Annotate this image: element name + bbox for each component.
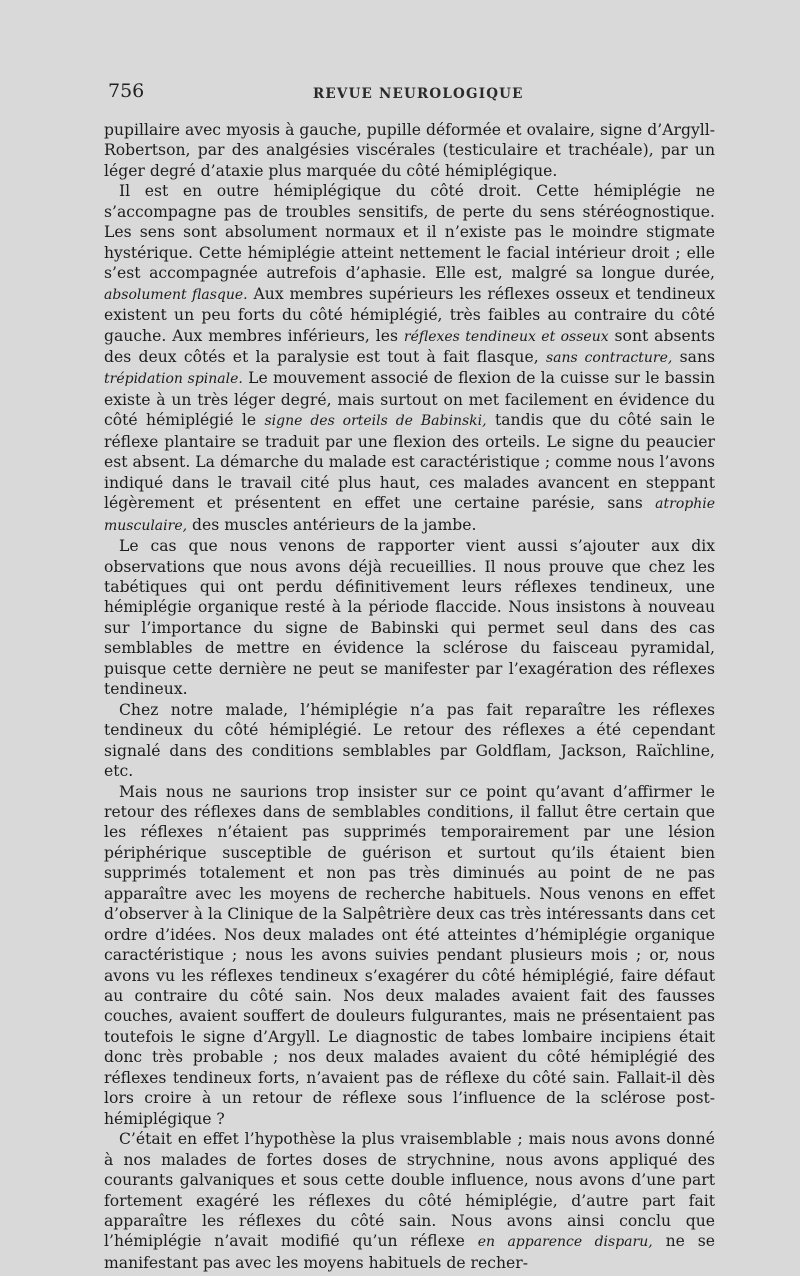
text-run: Chez notre malade, l’hémiplégie n’a pas fait reparaître les réflexes tendineux du côté hémiplégié. Le retour des réflexes a été cependant signalé dans des conditions semblables par Goldflam, Jackson, Raïchline, etc.: [104, 700, 715, 781]
paragraph: [104, 700, 715, 782]
text-run: pupillaire avec myosis à gauche, pupille déformée et ovalaire, signe d’Argyll-Robertson, par des analgésies viscérales (testiculaire et trachéale), par un léger degré d’ataxie plus marquée du côté hémiplégique.: [104, 121, 715, 180]
page-number: 756: [108, 80, 145, 102]
body-text: [104, 120, 715, 1273]
italic-phrase: réflexes tendineux et osseux: [403, 328, 609, 345]
paragraph: [104, 120, 715, 181]
text-run: des muscles antérieurs de la jambe.: [187, 515, 477, 534]
text-run: Le mouvement associé de flexion de la cuisse sur le bassin existe à un très léger degré, mais surtout on met facilement en évidence du côté hémiplégié le: [104, 369, 715, 430]
paragraph: [104, 1129, 715, 1273]
italic-phrase: trépidation spinale.: [104, 371, 243, 388]
italic-phrase: signe des orteils de Babinski,: [264, 413, 487, 430]
italic-phrase: en apparence disparu,: [477, 1234, 653, 1251]
text-run: Aux membres supérieurs les réflexes osseux et tendineux existent un peu forts du côté hémiplégié, très faibles au contraire du côté gauche. Aux membres inférieurs, les: [104, 284, 715, 345]
page-header: [108, 80, 720, 110]
text-run: Le cas que nous venons de rapporter vient aussi s’ajouter aux dix observations que nous avons déjà recueillies. Il nous prouve que chez les tabétiques qui ont perdu définitivement leurs réflexes tendineux, une hémiplégie organique resté à la période flaccide. Nous insistons à nouveau sur l’importance du signe de Babinski qui permet seul dans des cas semblables de mettre en évidence la sclérose du faisceau pyramidal, puisque cette dernière ne peut se manifester par l’exagération des réflexes tendineux.: [104, 537, 715, 699]
text-run: Mais nous ne saurions trop insister sur ce point qu’avant d’affirmer le retour des réflexes dans de semblables conditions, il fallut être certain que les réflexes n’étaient pas supprimés temporairement par une lésion périphérique susceptible de guérison et surtout qu’ils étaient bien supprimés totalement et non pas très diminués au point de ne pas apparaître avec les moyens de recherche habituels. Nous venons en effet d’observer à la Clinique de la Salpêtrière deux cas très intéressants dans cet ordre d’idées. Nos deux malades ont été atteintes d’hémiplégie organique caractéristique ; nous les avons suivies pendant plusieurs mois ; or, nous avons vu les réflexes tendineux s’exagérer du côté hémiplégié, faire défaut au contraire du côté sain. Nos deux malades avaient fait des fausses couches, avaient souffert de douleurs fulgurantes, mais ne présentaient pas toutefois le signe d’Argyll. Le diagnostic de tabes lombaire incipiens était donc très probable ; nos deux malades avaient du côté hémiplégié des réflexes tendineux forts, n’avaient pas de réflexe du côté sain. Fallait-il dès lors croire à un retour de réflexe sous l’influence de la sclérose post-hémiplégique ?: [104, 782, 715, 1128]
italic-phrase: absolument flasque.: [104, 286, 248, 303]
text-run: sont absents des deux côtés et la paralysie est tout à fait flasque,: [104, 326, 716, 366]
italic-phrase: sans contracture,: [545, 349, 673, 366]
paragraph: [104, 181, 715, 536]
running-head: REVUE NEUROLOGIQUE: [313, 86, 524, 102]
text-run: tandis que du côté sain le réflexe plantaire se traduit par une flexion des orteils. Le signe du peaucier est absent. La démarche du malade est caractéristique ; comme nous l’avons indiqué dans le travail cité plus haut, ces malades avancent en steppant légèrement et présentent en effet une certaine parésie, sans: [104, 411, 716, 513]
text-run: C’était en effet l’hypothèse la plus vraisemblable ; mais nous avons donné à nos malades de fortes doses de strychnine, nous avons appliqué des courants galvaniques et sous cette double influence, nous avons d’une part fortement exagéré les réflexes du côté hémiplégie, d’autre part fait apparaître les réflexes du côté sain. Nous avons ainsi conclu que l’hémiplégie n’avait modifié qu’un réflexe: [104, 1130, 715, 1251]
italic-phrase: atrophie musculaire,: [104, 496, 715, 534]
text-run: sans: [672, 347, 715, 366]
text-run: Il est en outre hémiplégique du côté droit. Cette hémiplégie ne s’accompagne pas de troubles sensitifs, de perte du sens stéréognostique. Les sens sont absolument normaux et il n’existe pas le moindre stigmate hystérique. Cette hémiplégie atteint nettement le facial intérieur droit ; elle s’est accompagnée autrefois d’aphasie. Elle est, malgré sa longue durée,: [104, 182, 715, 283]
text-run: ne se manifestant pas avec les moyens habituels de recher-: [104, 1232, 715, 1272]
paragraph: [104, 536, 715, 700]
paragraph: [104, 782, 715, 1130]
